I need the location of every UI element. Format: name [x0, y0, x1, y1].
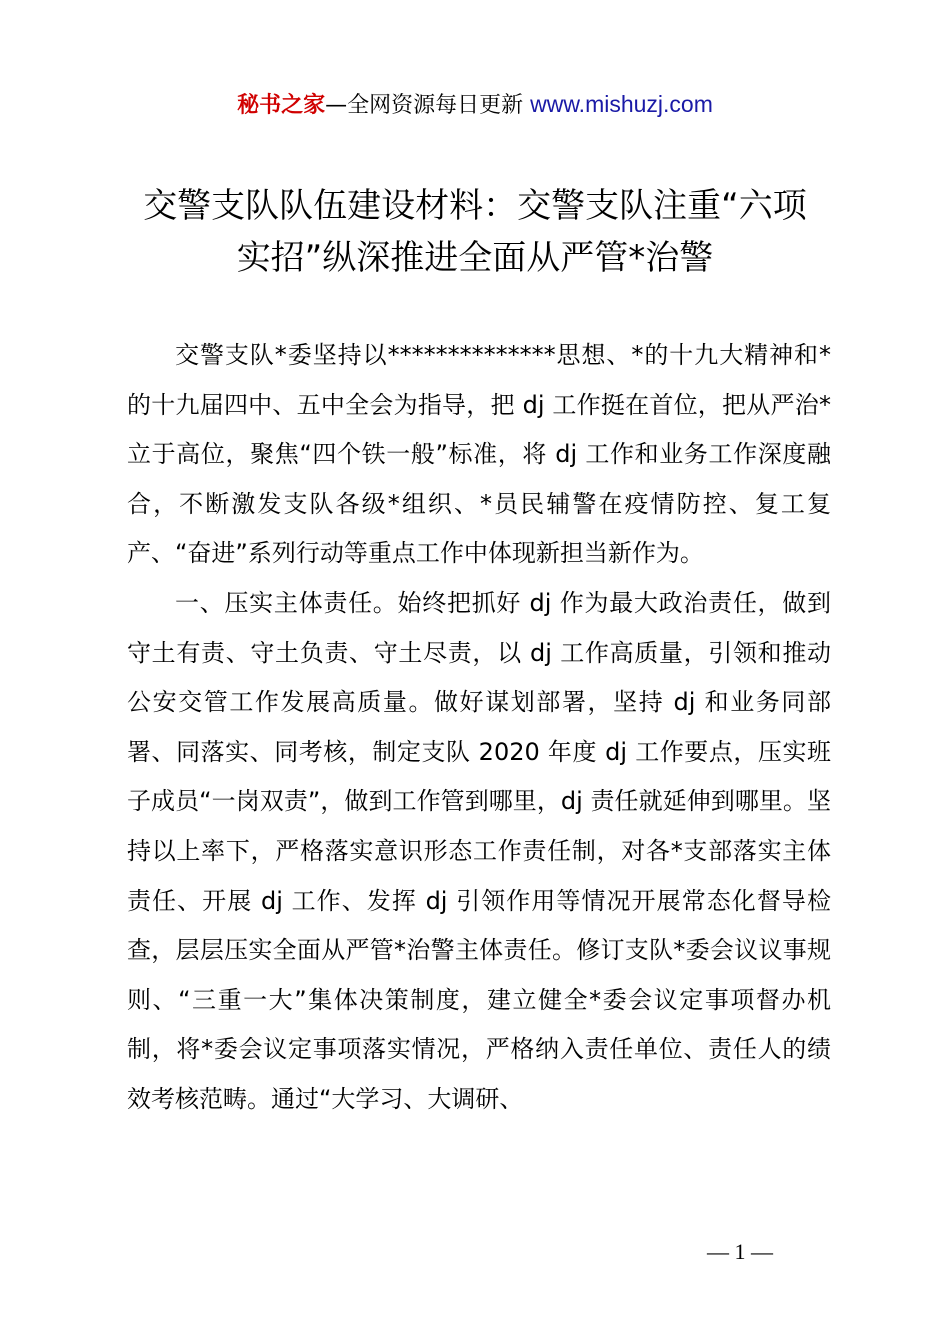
title-line-1: 交警支队队伍建设材料：交警支队注重“六项	[143, 186, 807, 226]
document-title	[120, 180, 830, 284]
header-site-link[interactable]: www.mishuzj.com	[530, 91, 713, 117]
header-slogan: —全网资源每日更新	[325, 93, 531, 118]
document-body	[127, 331, 831, 1125]
title-line-2: 实招”纵深推进全面从严管*治警	[236, 238, 714, 278]
paragraph-section-1: 一、压实主体责任。始终把抓好 dj 作为最大政治责任，做到守土有责、守土负责、守土尽责，以 dj 工作高质量，引领和推动公安交管工作发展高质量。做好谋划部署，坚持 dj 和业务同部署、同落实、同考核，制定支队 2020 年度 dj 工作要点，压实班子成员“一岗双责”，做到工作管到哪里，dj 责任就延伸到哪里。坚持以上率下，严格落实意识形态工作责任制，对各*支部落实主体责任、开展 dj 工作、发挥 dj 引领作用等情况开展常态化督导检查，层层压实全面从严管*治警主体责任。修订支队*委会议议事规则、“三重一大”集体决策制度，建立健全*委会议定事项督办机制，将*委会议定事项落实情况，严格纳入责任单位、责任人的绩效考核范畴。通过“大学习、大调研、	[127, 588, 831, 1113]
header-brand: 秘书之家	[237, 93, 326, 118]
paragraph-intro: 交警支队*委坚持以**************思想、*的十九大精神和*的十九届四中、五中全会为指导，把 dj 工作挺在首位，把从严治*立于高位，聚焦“四个铁一般”标准，将 dj 工作和业务工作深度融合，不断激发支队各级*组织、*员民辅警在疫情防控、复工复产、“奋进”系列行动等重点工作中体现新担当新作为。	[127, 341, 831, 568]
site-header	[0, 86, 950, 124]
page-number: — 1 —	[707, 1239, 773, 1264]
